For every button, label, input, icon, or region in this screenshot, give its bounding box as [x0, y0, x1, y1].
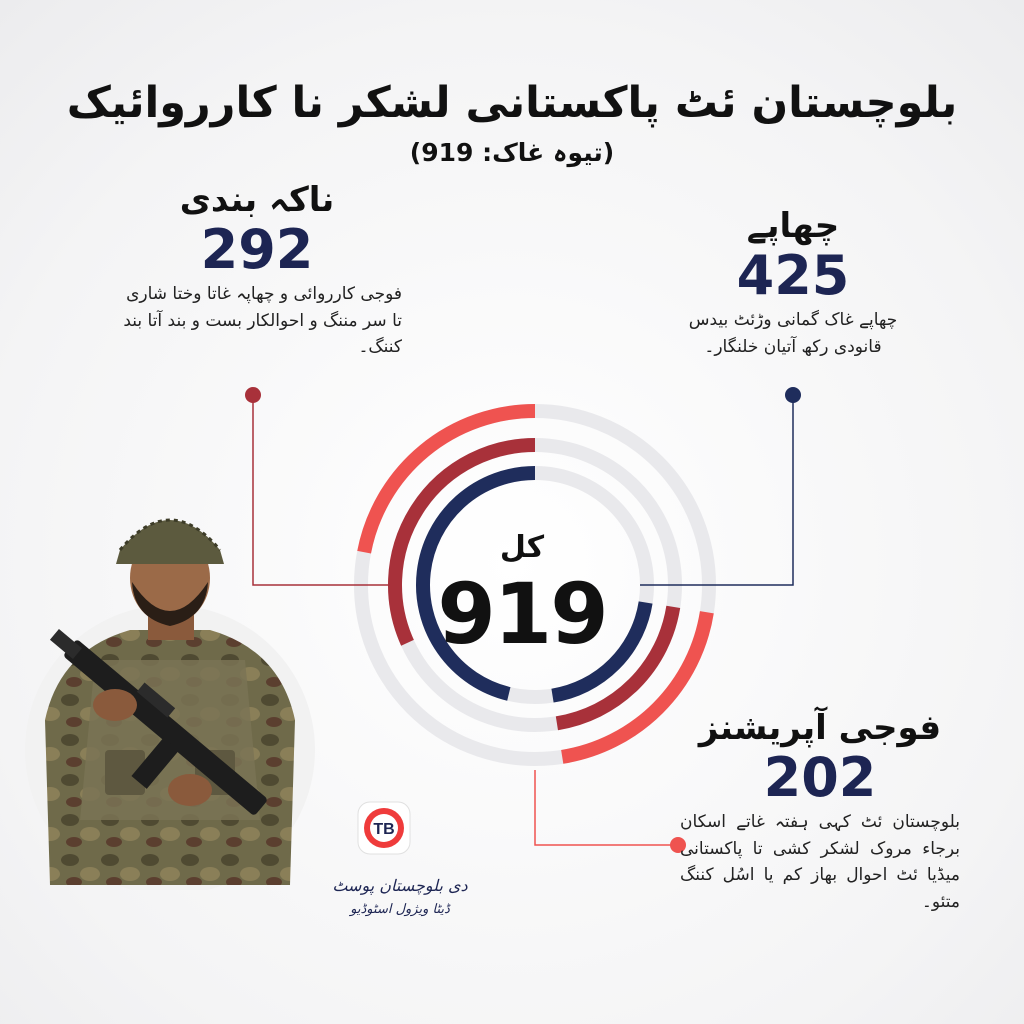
stat-raids [668, 208, 918, 360]
stat-raids-value: 425 [736, 244, 850, 308]
connector-operations [535, 770, 686, 853]
logo-text: TB [373, 821, 395, 838]
soldier-image [20, 490, 320, 890]
stat-operations [680, 710, 960, 915]
connector-raids [640, 387, 801, 585]
brand-name: دی بلوچستان پوسٹ [332, 876, 468, 895]
stat-operations-value: 202 [763, 746, 877, 810]
total-label: کل [499, 530, 545, 565]
stat-roadblocks [112, 182, 402, 361]
page-title: بلوچستان ئٹ پاکستانی لشکر نا کارروائیک [66, 78, 958, 128]
stat-roadblocks-value: 292 [200, 218, 314, 282]
total-value: 919 [437, 565, 607, 663]
stat-roadblocks-description: فوجی کارروائی و چھاپہ غاتا وختا شاری تا سر مننگ و احوالکار بست و بند آتا بند کننگ۔ [123, 284, 402, 358]
stat-operations-description: بلوچستان ئٹ کہی ہفتہ غاتے اسکان برجاء مروک لشکر کشی تا پاکستانی میڈیا ئٹ احوال بھاز کم یا اسُل کننگ متئو۔ [680, 812, 960, 912]
stat-roadblocks-heading: ناکہ بندی [179, 180, 335, 220]
page-subtitle: (تیوہ غاک: 919) [409, 138, 615, 167]
brand-tagline: ڈیٹا ویژول اسٹوڈیو [350, 902, 450, 917]
stat-raids-description: چھاپے غاک گمانی وڑئٹ بیدس قانودی رکھ آتیان خلنگار۔ [688, 310, 898, 357]
stat-operations-heading: فوجی آپریشنز [698, 708, 942, 748]
stat-raids-heading: چھاپے [746, 206, 840, 246]
brand-logo [356, 800, 412, 856]
